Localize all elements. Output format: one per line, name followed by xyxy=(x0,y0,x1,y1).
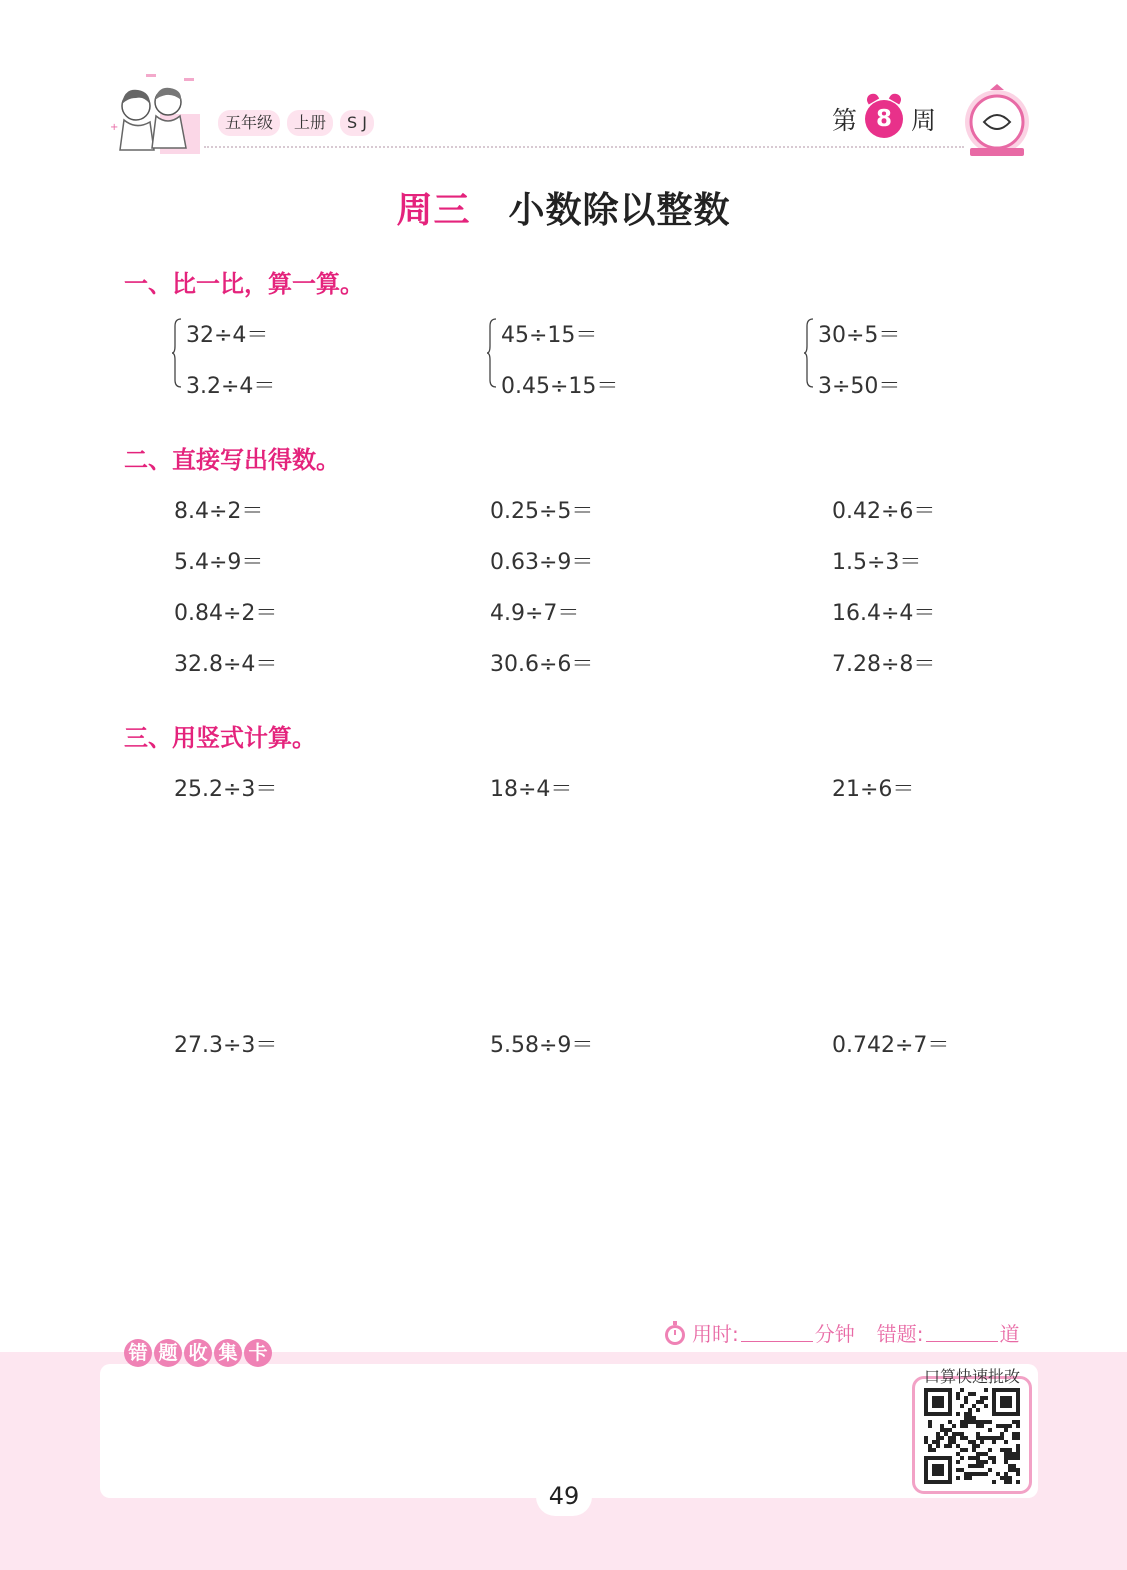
title-topic: 小数除以整数 xyxy=(508,190,731,231)
errors-unit: 道 xyxy=(999,1322,1020,1346)
problem: 21÷6＝ xyxy=(832,777,915,802)
problem: 1.5÷3＝ xyxy=(832,550,922,575)
problem: 3÷50＝ xyxy=(818,374,901,399)
time-unit: 分钟 xyxy=(814,1322,855,1346)
mistake-card-label xyxy=(124,1339,272,1367)
time-blank[interactable] xyxy=(741,1324,813,1342)
section-1-heading: 一、比一比，算一算。 xyxy=(124,270,364,298)
qr-caption: 口算快速批改 xyxy=(924,1367,1021,1386)
section-2-heading: 二、直接写出得数。 xyxy=(124,446,340,474)
problem: 18÷4＝ xyxy=(490,777,573,802)
card-label-char: 错 xyxy=(124,1339,152,1367)
cartoon-kids-illustration xyxy=(106,70,206,158)
week-number: 8 xyxy=(876,106,893,132)
week-prefix: 第 xyxy=(832,106,858,135)
problem: 45÷15＝ xyxy=(501,323,598,348)
page-title xyxy=(0,182,1127,233)
title-day: 周三 xyxy=(396,190,471,231)
svg-text:+: + xyxy=(110,122,119,133)
problem: 25.2÷3＝ xyxy=(174,777,278,802)
brace-3 xyxy=(804,318,814,388)
section-3-heading: 三、用竖式计算。 xyxy=(124,724,316,752)
grade-tags xyxy=(218,110,374,136)
brace-1 xyxy=(172,318,182,388)
header-divider xyxy=(204,146,964,148)
problem: 16.4÷4＝ xyxy=(832,601,936,626)
problem: 4.9÷7＝ xyxy=(490,601,580,626)
errors-blank[interactable] xyxy=(926,1324,998,1342)
problem: 32.8÷4＝ xyxy=(174,652,278,677)
problem: 7.28÷8＝ xyxy=(832,652,936,677)
problem: 3.2÷4＝ xyxy=(186,374,276,399)
problem: 32÷4＝ xyxy=(186,323,269,348)
problem: 8.4÷2＝ xyxy=(174,499,264,524)
time-label: 用时: xyxy=(692,1322,739,1346)
problem: 0.84÷2＝ xyxy=(174,601,278,626)
time-and-errors-record xyxy=(662,1318,1020,1347)
week-indicator xyxy=(832,100,936,138)
card-label-char: 集 xyxy=(214,1339,242,1367)
problem: 0.45÷15＝ xyxy=(501,374,619,399)
problem: 30÷5＝ xyxy=(818,323,901,348)
problem: 5.4÷9＝ xyxy=(174,550,264,575)
problem: 5.58÷9＝ xyxy=(490,1033,594,1058)
problem: 0.42÷6＝ xyxy=(832,499,936,524)
edition-tag: S J xyxy=(340,110,374,136)
problem: 27.3÷3＝ xyxy=(174,1033,278,1058)
problem: 0.63÷9＝ xyxy=(490,550,594,575)
problem: 0.25÷5＝ xyxy=(490,499,594,524)
brand-seal-logo xyxy=(960,82,1034,160)
card-label-char: 题 xyxy=(154,1339,182,1367)
page-number: 49 xyxy=(536,1472,592,1516)
stopwatch-icon xyxy=(662,1320,688,1346)
qr-code-icon[interactable] xyxy=(924,1388,1020,1484)
problem: 30.6÷6＝ xyxy=(490,652,594,677)
problem: 0.742÷7＝ xyxy=(832,1033,950,1058)
brace-2 xyxy=(487,318,497,388)
errors-label: 错题: xyxy=(876,1322,924,1346)
card-label-char: 卡 xyxy=(244,1339,272,1367)
grade-tag: 五年级 xyxy=(218,110,280,136)
alarm-clock-icon xyxy=(865,100,903,138)
week-suffix: 周 xyxy=(911,106,937,135)
card-label-char: 收 xyxy=(184,1339,212,1367)
volume-tag: 上册 xyxy=(287,110,333,136)
